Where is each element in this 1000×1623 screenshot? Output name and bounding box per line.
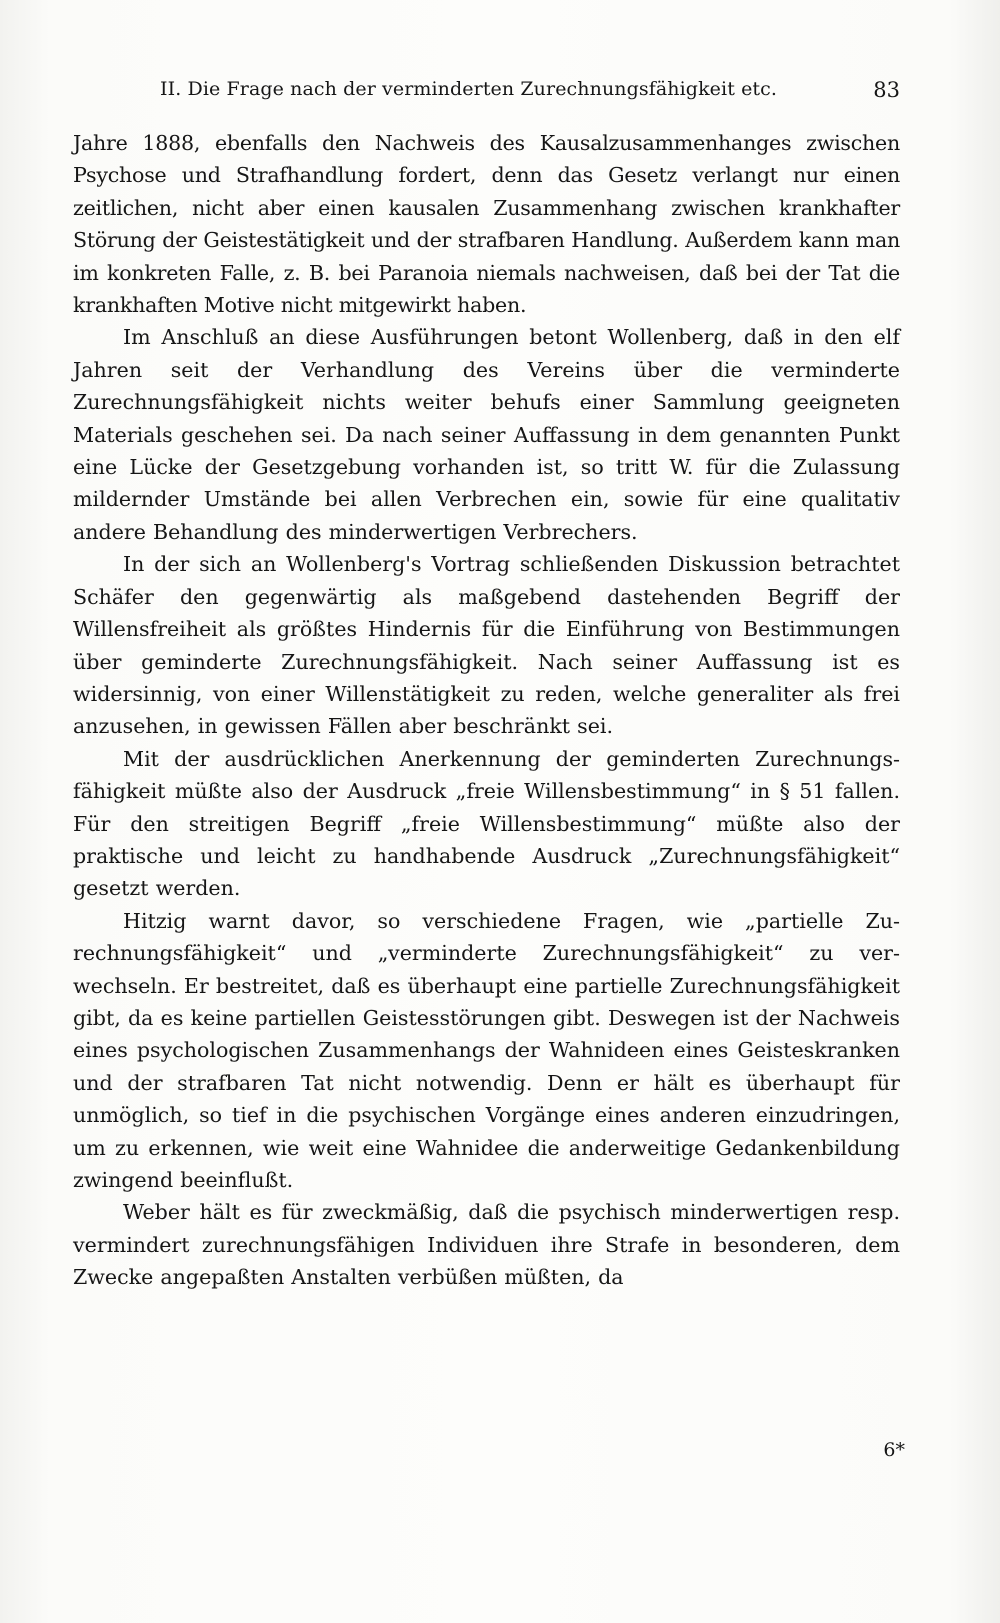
paragraph: Hitzig warnt davor, so verschiedene Fragen, wie „partielle Zurechnungsfähigkeit“ und „verminderte Zurechnungsfähigkeit“ zu verwechseln. Er bestreitet, daß es überhaupt eine partielle Zurechnungsfähigkeit gibt, da es keine partiellen Geistesstörungen gibt. Deswegen ist der Nachweis eines psychologischen Zusammenhangs der Wahnideen eines Geisteskranken und der strafbaren Tat nicht notwendig. Denn er hält es überhaupt für unmöglich, so tief in die psychischen Vorgänge eines anderen einzudringen, um zu erkennen, wie weit eine Wahnidee die anderweitige Gedankenbildung zwingend beeinflußt. bbox=[73, 908, 900, 1192]
paragraph: In der sich an Wollenberg's Vortrag schließenden Diskussion betrachtet Schäfer den gegenwärtig als maßgebend dastehenden Begriff der Willensfreiheit als größtes Hindernis für die Einführung von Bestimmungen über geminderte Zurechnungsfähigkeit. Nach seiner Auffassung ist es widersinnig, von einer Willenstätigkeit zu reden, welche generaliter als frei anzusehen, in gewissen Fällen aber beschränkt sei. bbox=[73, 552, 900, 739]
running-title: II. Die Frage nach der verminderten Zurechnungsfähigkeit etc. bbox=[160, 78, 778, 100]
paragraph: Mit der ausdrücklichen Anerkennung der geminderten Zurechnungsfähigkeit müßte also der Ausdruck „freie Willensbestimmung“ in § 51 fallen. Für den streitigen Begriff „freie Willensbestimmung“ müßte also der praktische und leicht zu handhabende Ausdruck „Zurechnungsfähigkeit“ gesetzt werden. bbox=[73, 746, 900, 901]
page-header bbox=[160, 78, 900, 108]
paragraph: Im Anschluß an diese Ausführungen betont Wollenberg, daß in den elf Jahren seit der Verhandlung des Vereins über die verminderte Zurechnungsfähigkeit nichts weiter behufs einer Sammlung geeigneten Materials geschehen sei. Da nach seiner Auffassung in dem genannten Punkt eine Lücke der Gesetzgebung vorhanden ist, so tritt W. für die Zulassung mildernder Umstände bei allen Verbrechen ein, sowie für eine qualitativ andere Behandlung des minderwertigen Verbrechers. bbox=[73, 325, 900, 544]
body-text bbox=[73, 127, 900, 1294]
page-number: 83 bbox=[873, 78, 900, 102]
signature-mark: 6* bbox=[883, 1439, 905, 1461]
paragraph: Weber hält es für zweckmäßig, daß die psychisch minderwertigen resp. vermindert zurechnungsfähigen Individuen ihre Strafe in besonderen, dem Zwecke angepaßten Anstalten verbüßen müßten, da bbox=[73, 1200, 900, 1290]
paragraph: Jahre 1888, ebenfalls den Nachweis des Kausalzusammenhanges zwischen Psychose und Strafhandlung fordert, denn das Gesetz verlangt nur einen zeitlichen, nicht aber einen kausalen Zusammenhang zwischen krankhafter Störung der Geistestätigkeit und der strafbaren Handlung. Außerdem kann man im konkreten Falle, z. B. bei Paranoia niemals nachweisen, daß bei der Tat die krankhaften Motive nicht mitgewirkt haben. bbox=[73, 131, 900, 318]
